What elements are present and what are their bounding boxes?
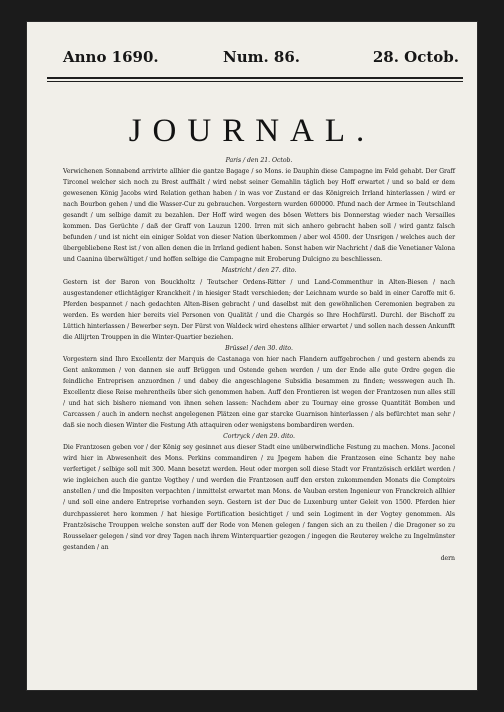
news-paragraph: Verwichenen Sonnabend arrivirte allhier die gantze Bagage / so Mons. ie Dauphin diese Campagne im Feld gehabt. Der Graff Tirconel welcher sich noch zu Brest auffhält / wird nebst seiner Gemahlin täglich bey Hoff erwartet / und so bald er dem gewesenen König Jacobs wird Relation gethan haben / in was vor Zustand er das Königreich Irrland hinterlassen / wird er nach Bourbon gehen / und die Wasser-Cur zu gebrauchen. Vorgestern wurden 600000. Pfund nach der Armee in Teutschland gesandt / um selbige damit zu bezahlen. Der Hoff wird wegen des bösen Wetters bis Donnerstag wieder nach Versailles kommen. Das Gerüchte / daß der Graff von Lauzun 1200. Irren mit sich anhero gebracht haben soll / wird gantz falsch befunden / und ist nicht ein einiger Soldat von dieser Nation überkommen / aber wol 4500. der Unsrigen / welches auch der übergebliebene Rest ist / von allen denen die in Irrland gedient haben. Sonst haben wir Nachricht / daß die Venetianer Valona und Caanina überwältiget / und hoffen selbige die Campagne mit Eroberung Dulcigno zu beschliessen. xyxy=(63,168,455,264)
news-paragraph: Die Frantzosen geben vor / der König sey gesinnet aus dieser Stadt eine unüberwindliche Festung zu machen. Mons. Jaconel wird hier in Abwesenheit des Mons. Perkins commandiren / zu Jpegem haben die Frantzosen eine Schantz bey nahe verfertiget / selbige soll mit 300. Mann besetzt werden. Heut oder morgen soll diese Stadt vor Frantzösisch erklärt werden / wie ingleichen auch die gantze Vogthey / und werden die Frantzosen auff den ersten zukommenden Monats die Comptoirs anstellen / und die Impositen verpachten / inmittelst erwartet man Mons. de Vauban ersten Ingenieur von Franckreich allhier / und soll eine andere Entreprise vorhanden seyn. Gestern ist der Duc de Luxenburg unter Geleit von 1500. Pferden hier durchpassieret hero kommen / hat hiesige Fortification besichtiget / und sein Logiment in der Vogtey genommen. Als Frantzösische Trouppen welche sonsten auff der Rode von Menen gelegen / fangen sich an zu theilen / die Dragoner so zu Rousselaer gelegen / sind vor drey Tagen nach ihrem Winterquartier gezogen / ingegen die Reuterey welche zu Ingelmünster gestanden / an xyxy=(63,444,455,551)
article-body xyxy=(63,155,455,564)
header-rule xyxy=(47,77,463,79)
dateline: Paris / den 21. Octob. xyxy=(225,157,293,164)
masthead-title: JOURNAL. xyxy=(128,113,376,149)
news-paragraph: Gestern ist der Baron von Bouckholtz / Teutscher Ordens-Ritter / und Land-Commenthur in Alten-Biesen / nach ausgestandener etlichtägiger Kranckheit / in hiesiger Stadt verschieden; der Leichnam wurde so bald in einer Caroffe mit 6. Pferden bespannet / nach gedachten Alten-Bisen gebracht / und daselbst mit den gewöhnlichen Ceremonien begraben zu werden. Es werden hier bereits viel Personen von Qualität / und die Chargés so Ihre Hochfürstl. Durchl. der Bischoff zu Lüttich hinterlassen / Bewerber seyn. Der Fürst von Waldeck wird ehestens allhier erwartet / und sollen nach dessen Ankunfft die Allijrten Trouppen in die Winter-Quartier beziehen. xyxy=(63,278,455,341)
dateline: Brüssel / den 30. dito. xyxy=(225,344,293,352)
dateline: Cortryck / den 29. dito. xyxy=(223,433,295,441)
issue-year: Anno 1690. xyxy=(63,48,159,66)
issue-number: Num. 86. xyxy=(223,48,301,66)
dateline: Mastricht / den 27. dito. xyxy=(221,267,297,275)
newspaper-page xyxy=(27,22,477,690)
catchword: dern xyxy=(440,554,455,562)
header-rule-thin xyxy=(47,81,463,82)
issue-header xyxy=(27,48,477,72)
issue-date: 28. Octob. xyxy=(372,48,459,66)
news-paragraph: Vorgestern sind Ihro Excellentz der Marquis de Castanaga von hier nach Flandern auffgebrochen / und gestern abends zu Gent ankommen / von dannen sie auff Brüggen und Ostende gehen werden / um der Ende alle gute Ordre gegen die feindliche Entreprisen anzuordnen / und dabey die angeschlagene Subsidia besammen zu finden; wesswegen auch Ih. Excellentz diese Reise mehrentheils über sich genommen haben. Auff den Frontieren ist wegen der Frantzosen nun alles still / und hat sich bishero niemand von ihnen sehen lassen: Nachdem aber zu Tournay eine grosse Quantität Bomben und Carcassen / auch in andern nechst angelegenen Plätzen eine gar starcke Guarnison hinterlassen / als befürchtet man sehr / daß sie noch diesen Winter die Festung Ath attaquiren oder wenigstens bombardiren werden. xyxy=(63,355,455,430)
